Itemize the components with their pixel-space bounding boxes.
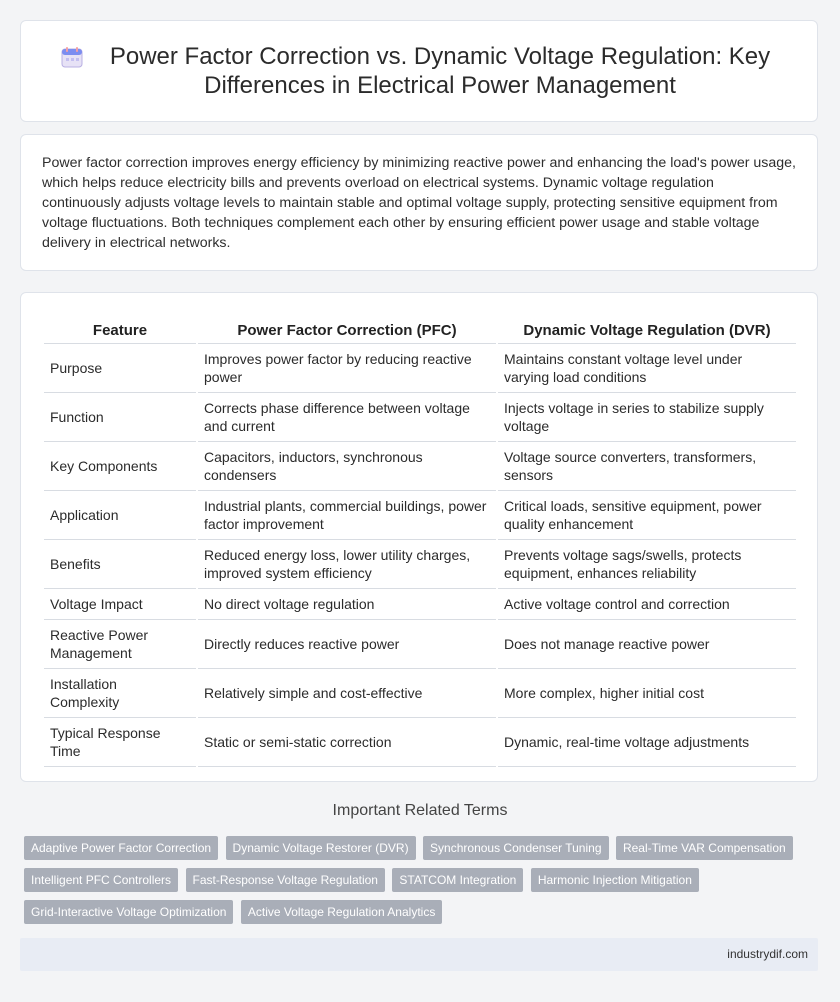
pfc-cell: Industrial plants, commercial buildings, power factor improvement: [198, 491, 496, 540]
table-row: [44, 442, 796, 491]
footer: [20, 938, 818, 971]
table-row: [44, 393, 796, 442]
dvr-cell: Does not manage reactive power: [498, 620, 796, 669]
table-row: [44, 344, 796, 393]
related-term-tag[interactable]: Active Voltage Regulation Analytics: [241, 900, 442, 924]
feature-cell: Key Components: [44, 442, 196, 491]
pfc-cell: Relatively simple and cost-effective: [198, 669, 496, 718]
calendar-icon: [61, 46, 83, 68]
pfc-cell: Corrects phase difference between voltage and current: [198, 393, 496, 442]
comparison-card: [20, 292, 818, 782]
dvr-cell: Injects voltage in series to stabilize supply voltage: [498, 393, 796, 442]
table-row: [44, 540, 796, 589]
page-title: Power Factor Correction vs. Dynamic Voltage Regulation: Key Differences in Electrical Power Management: [109, 43, 771, 99]
footer-site: industrydif.com: [727, 947, 808, 961]
feature-cell: Application: [44, 491, 196, 540]
related-terms-list: [24, 836, 816, 932]
pfc-cell: No direct voltage regulation: [198, 589, 496, 620]
related-term-tag[interactable]: Synchronous Condenser Tuning: [423, 836, 608, 860]
related-term-tag[interactable]: Grid-Interactive Voltage Optimization: [24, 900, 233, 924]
table-row: [44, 718, 796, 767]
pfc-cell: Improves power factor by reducing reactive power: [198, 344, 496, 393]
dvr-cell: More complex, higher initial cost: [498, 669, 796, 718]
title-wrap: [21, 42, 817, 100]
related-term-tag[interactable]: STATCOM Integration: [392, 868, 523, 892]
pfc-cell: Reduced energy loss, lower utility charges, improved system efficiency: [198, 540, 496, 589]
table-row: [44, 491, 796, 540]
table-row: [44, 620, 796, 669]
table-row: [44, 669, 796, 718]
related-term-tag[interactable]: Intelligent PFC Controllers: [24, 868, 178, 892]
dvr-cell: Voltage source converters, transformers, sensors: [498, 442, 796, 491]
feature-cell: Purpose: [44, 344, 196, 393]
header-pfc: Power Factor Correction (PFC): [198, 313, 496, 344]
header-dvr: Dynamic Voltage Regulation (DVR): [498, 313, 796, 344]
related-term-tag[interactable]: Real-Time VAR Compensation: [616, 836, 793, 860]
feature-cell: Function: [44, 393, 196, 442]
related-term-tag[interactable]: Dynamic Voltage Restorer (DVR): [226, 836, 416, 860]
header-feature: Feature: [44, 313, 196, 344]
dvr-cell: Critical loads, sensitive equipment, power quality enhancement: [498, 491, 796, 540]
table-header-row: [44, 313, 796, 344]
related-term-tag[interactable]: Adaptive Power Factor Correction: [24, 836, 218, 860]
related-term-tag[interactable]: Harmonic Injection Mitigation: [531, 868, 699, 892]
related-term-tag[interactable]: Fast-Response Voltage Regulation: [186, 868, 385, 892]
feature-cell: Benefits: [44, 540, 196, 589]
pfc-cell: Static or semi-static correction: [198, 718, 496, 767]
dvr-cell: Prevents voltage sags/swells, protects equipment, enhances reliability: [498, 540, 796, 589]
pfc-cell: Directly reduces reactive power: [198, 620, 496, 669]
feature-cell: Typical Response Time: [44, 718, 196, 767]
feature-cell: Reactive Power Management: [44, 620, 196, 669]
dvr-cell: Maintains constant voltage level under varying load conditions: [498, 344, 796, 393]
pfc-cell: Capacitors, inductors, synchronous condensers: [198, 442, 496, 491]
comparison-table: [42, 313, 798, 767]
intro-card: [20, 134, 818, 271]
title-card: [20, 20, 818, 122]
feature-cell: Installation Complexity: [44, 669, 196, 718]
table-row: [44, 589, 796, 620]
dvr-cell: Dynamic, real-time voltage adjustments: [498, 718, 796, 767]
feature-cell: Voltage Impact: [44, 589, 196, 620]
dvr-cell: Active voltage control and correction: [498, 589, 796, 620]
related-terms-heading: Important Related Terms: [332, 802, 508, 819]
intro-paragraph: Power factor correction improves energy efficiency by minimizing reactive power and enhancing the load's power usage, which helps reduce electricity bills and prevents overload on electrical systems. Dynamic voltage regulation continuously adjusts voltage levels to maintain stable and optimal voltage supply, protecting sensitive equipment from voltage fluctuations. Both techniques complement each other by ensuring efficient power usage and stable voltage delivery in electrical networks.: [42, 155, 796, 251]
